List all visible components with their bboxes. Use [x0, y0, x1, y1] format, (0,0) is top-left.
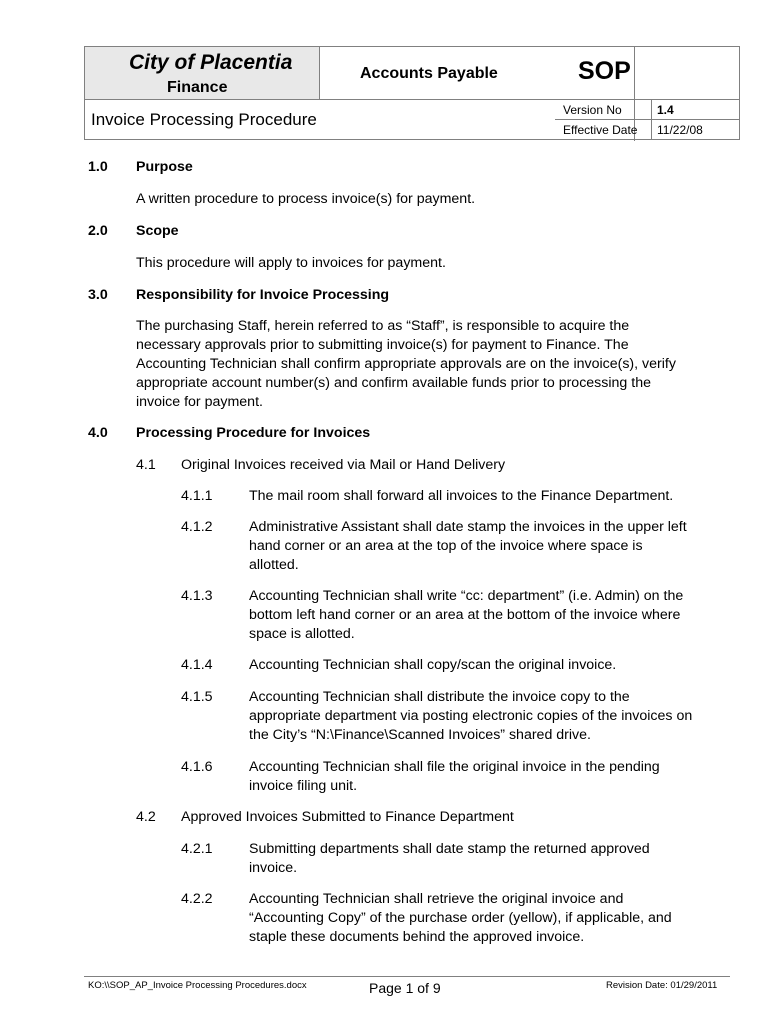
section-number: 2.0	[88, 223, 108, 239]
paragraph-line: invoice for payment.	[136, 394, 263, 410]
item-line: bottom left hand corner or an area at the bottom of the invoice where	[249, 607, 681, 623]
subsection-title: Approved Invoices Submitted to Finance Department	[181, 809, 514, 825]
item-number: 4.2.2	[181, 891, 213, 907]
version-label: Version No	[563, 103, 622, 117]
division-name: Accounts Payable	[360, 65, 498, 82]
subsection-title: Original Invoices received via Mail or Hand Delivery	[181, 457, 506, 473]
item-line: Submitting departments shall date stamp the returned approved	[249, 841, 650, 857]
item-line: hand corner or an area at the top of the invoice where space is	[249, 538, 643, 554]
paragraph-line: appropriate account number(s) and confirm available funds prior to processing the	[136, 375, 651, 391]
footer-revision-date: Revision Date: 01/29/2011	[606, 980, 718, 991]
footer-page-number: Page 1 of 9	[369, 980, 441, 996]
section-text: A written procedure to process invoice(s) for payment.	[136, 191, 476, 207]
section-title: Responsibility for Invoice Processing	[136, 287, 390, 303]
item-line: staple these documents behind the approved invoice.	[249, 929, 585, 945]
section-number: 4.0	[88, 425, 108, 441]
item-line: the City’s “N:\Finance\Scanned Invoices” shared drive.	[249, 727, 591, 743]
effective-date-value: 11/22/08	[657, 123, 703, 137]
subsection-number: 4.1	[136, 457, 156, 473]
footer-file-path: KO:\\SOP_AP_Invoice Processing Procedures.docx	[88, 980, 307, 991]
item-number: 4.1.5	[181, 689, 213, 705]
org-name: City of Placentia	[129, 51, 293, 74]
item-number: 4.1.3	[181, 588, 213, 604]
subsection-number: 4.2	[136, 809, 156, 825]
item-line: The mail room shall forward all invoices to the Finance Department.	[249, 488, 674, 504]
section-title: Purpose	[136, 159, 193, 175]
procedure-title: Invoice Processing Procedure	[91, 110, 317, 129]
item-line: Accounting Technician shall distribute the invoice copy to the	[249, 689, 630, 705]
paragraph-line: Accounting Technician shall confirm appropriate approvals are on the invoice(s), verify	[136, 356, 676, 372]
document-header-table	[84, 46, 740, 140]
item-number: 4.2.1	[181, 841, 213, 857]
item-line: Accounting Technician shall retrieve the original invoice and	[249, 891, 624, 907]
paragraph-line: The purchasing Staff, herein referred to as “Staff”, is responsible to acquire the	[136, 318, 630, 334]
item-line: Accounting Technician shall copy/scan the original invoice.	[249, 657, 617, 673]
section-title: Processing Procedure for Invoices	[136, 425, 371, 441]
item-number: 4.1.1	[181, 488, 213, 504]
item-line: “Accounting Copy” of the purchase order (yellow), if applicable, and	[249, 910, 672, 926]
effective-date-label: Effective Date	[563, 123, 638, 137]
version-row-divider	[555, 119, 739, 120]
item-line: Administrative Assistant shall date stamp the invoices in the upper left	[249, 519, 687, 535]
item-number: 4.1.4	[181, 657, 213, 673]
item-number: 4.1.6	[181, 759, 213, 775]
item-line: appropriate department via posting electronic copies of the invoices on	[249, 708, 693, 724]
section-number: 3.0	[88, 287, 108, 303]
paragraph-line: necessary approvals prior to submitting invoice(s) for payment to Finance. The	[136, 337, 629, 353]
version-value: 1.4	[657, 103, 674, 117]
org-cell	[85, 47, 320, 99]
item-line: Accounting Technician shall write “cc: department” (i.e. Admin) on the	[249, 588, 684, 604]
doc-type: SOP	[578, 57, 631, 85]
item-line: invoice filing unit.	[249, 778, 358, 794]
item-line: Accounting Technician shall file the original invoice in the pending	[249, 759, 660, 775]
section-number: 1.0	[88, 159, 108, 175]
item-line: invoice.	[249, 860, 298, 876]
item-line: allotted.	[249, 557, 299, 573]
section-text: This procedure will apply to invoices for payment.	[136, 255, 446, 271]
department-name: Finance	[167, 79, 228, 96]
item-line: space is allotted.	[249, 626, 355, 642]
footer-divider	[84, 976, 730, 977]
item-number: 4.1.2	[181, 519, 213, 535]
header-divider	[85, 99, 739, 100]
section-title: Scope	[136, 223, 179, 239]
